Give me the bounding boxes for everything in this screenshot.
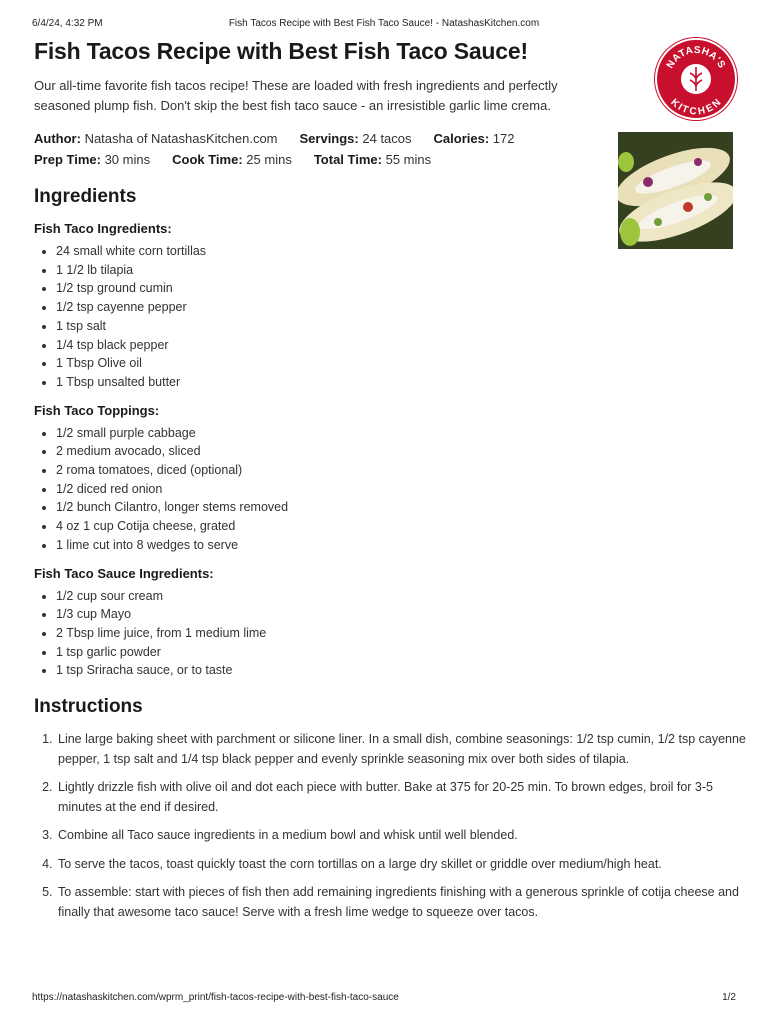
total-value: 55 mins	[385, 152, 432, 167]
ingredient-list	[34, 242, 734, 392]
instruction-step: 5. To assemble: start with pieces of fish then add remaining ingredients finishing with a generous sprinkle of cotija cheese and finally that awesome taco sauce! Serve with a fresh lime wedge to squeeze over tacos.	[56, 883, 746, 922]
instructions-heading: Instructions	[34, 696, 143, 718]
cook-value: 25 mins	[246, 152, 292, 167]
calories-value: 172	[492, 131, 515, 146]
ingredients-heading: Ingredients	[34, 186, 137, 207]
logo-top-text: NATASHA'S	[664, 44, 728, 71]
prep-label: Prep Time:	[34, 152, 101, 167]
total-label: Total Time:	[313, 152, 382, 167]
ingredient-item: • 1/2 tsp cayenne pepper	[56, 298, 734, 317]
servings-value: 24 tacos	[362, 131, 412, 146]
meta-row-2	[34, 149, 734, 170]
ingredient-item: • 1 1/2 lb tilapia	[56, 261, 734, 280]
ingredient-item: • 1 tsp Sriracha sauce, or to taste	[56, 661, 734, 680]
meta-total	[314, 149, 431, 170]
ingredient-item: • 2 medium avocado, sliced	[56, 442, 734, 461]
meta-prep	[34, 149, 150, 170]
ingredient-item: • 2 roma tomatoes, diced (optional)	[56, 461, 734, 480]
meta-servings	[300, 128, 412, 149]
print-header	[32, 18, 736, 32]
ingredient-item: • 1 Tbsp unsalted butter	[56, 373, 734, 392]
print-url: https://natashaskitchen.com/wprm_print/fish-tacos-recipe-with-best-fish-taco-sauce	[32, 992, 399, 1003]
prep-value: 30 mins	[104, 152, 151, 167]
ingredient-item: • 1 tsp garlic powder	[56, 643, 734, 662]
ingredient-group-title: Fish Taco Ingredients:	[34, 221, 172, 236]
author-value: Natasha of NatashasKitchen.com	[84, 131, 278, 146]
ingredient-item: • 1/2 small purple cabbage	[56, 424, 734, 443]
ingredient-item: • 4 oz 1 cup Cotija cheese, grated	[56, 517, 734, 536]
instruction-step: 2. Lightly drizzle fish with olive oil and dot each piece with butter. Bake at 375 for 20-25 min. To brown edges, broil for 3-5 minutes at the end if desired.	[56, 778, 746, 817]
ingredient-item: • 1/2 tsp ground cumin	[56, 279, 734, 298]
print-page-title: Fish Tacos Recipe with Best Fish Taco Sauce! - NatashasKitchen.com	[228, 18, 540, 29]
ingredient-item: • 2 Tbsp lime juice, from 1 medium lime	[56, 624, 734, 643]
instruction-step: 1. Line large baking sheet with parchment or silicone liner. In a small dish, combine seasonings: 1/2 tsp cumin, 1/2 tsp cayenne pepper, 1 tsp salt and 1/4 tsp black pepper and evenly sprinkle seasoning mix over both sides of tilapia.	[56, 730, 746, 769]
meta-calories	[434, 128, 515, 149]
print-page-number: 1/2	[722, 992, 736, 1003]
ingredient-item: • 1/4 tsp black pepper	[56, 336, 734, 355]
meta-author	[34, 128, 278, 149]
ingredient-item: • 1 Tbsp Olive oil	[56, 354, 734, 373]
meta-cook	[172, 149, 292, 170]
ingredient-groups	[34, 220, 734, 680]
servings-label: Servings:	[299, 131, 359, 146]
cook-label: Cook Time:	[172, 152, 243, 167]
ingredient-item: • 1/3 cup Mayo	[56, 605, 734, 624]
recipe-title: Fish Tacos Recipe with Best Fish Taco Sauce!	[34, 38, 528, 64]
ingredient-group-title: Fish Taco Sauce Ingredients:	[34, 565, 214, 581]
ingredient-list	[34, 587, 734, 681]
ingredient-item: • 1 tsp salt	[56, 317, 734, 336]
logo-bottom-text: KITCHEN	[668, 96, 724, 118]
ingredient-list	[34, 424, 734, 555]
instructions-list	[34, 730, 746, 922]
instruction-step: 3. Combine all Taco sauce ingredients in a medium bowl and whisk until well blended.	[56, 826, 746, 846]
ingredient-item: • 1/2 diced red onion	[56, 480, 734, 499]
ingredient-group-title: Fish Taco Toppings:	[34, 402, 160, 418]
recipe-content	[34, 36, 746, 931]
calories-label: Calories:	[433, 131, 490, 146]
ingredient-item: • 1/2 cup sour cream	[56, 587, 734, 606]
ingredient-item: • 1 lime cut into 8 wedges to serve	[56, 536, 734, 555]
author-label: Author:	[34, 131, 81, 146]
print-datetime: 6/4/24, 4:32 PM	[32, 18, 103, 29]
instruction-step: 4. To serve the tacos, toast quickly toast the corn tortillas on a large dry skillet or griddle over medium/high heat.	[56, 855, 746, 875]
ingredient-item: • 1/2 bunch Cilantro, longer stems removed	[56, 498, 734, 517]
recipe-summary: Our all-time favorite fish tacos recipe! These are loaded with fresh ingredients and perfectly seasoned plump fish. Don't skip the best fish taco sauce - an irresistible garlic lime crema.	[34, 78, 558, 113]
ingredient-item: • 24 small white corn tortillas	[56, 242, 734, 261]
meta-row-1	[34, 128, 734, 149]
recipe-meta	[34, 128, 734, 170]
print-footer	[32, 992, 736, 1006]
